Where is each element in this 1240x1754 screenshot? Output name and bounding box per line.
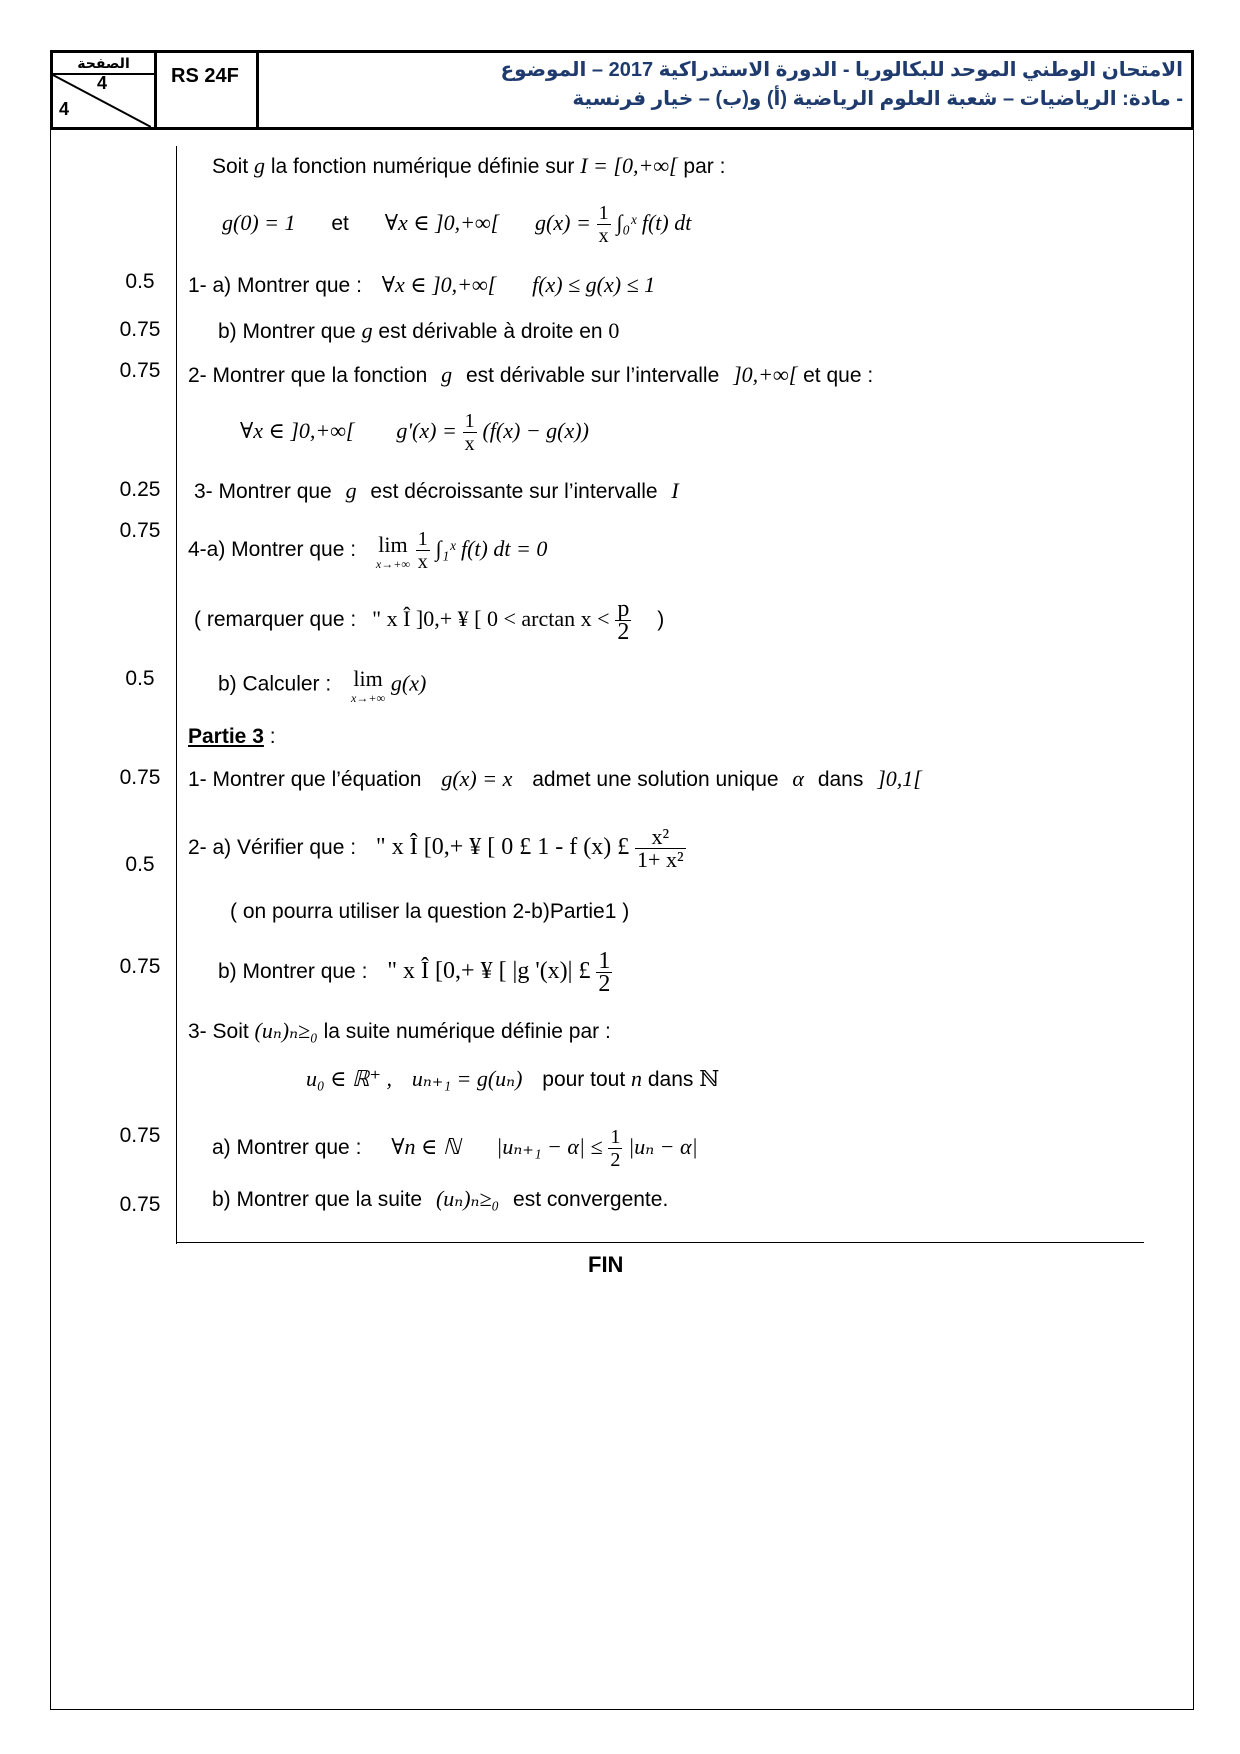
definition-line: g(0) = 1 et ∀x ∈ ]0,+∞[ g(x) = $\frac{1}{x}$ ∫₀ˣ f(t) dt — [222, 202, 692, 247]
question-2-formula: ∀x ∈ ]0,+∞[ g'(x) = $\frac{1}{x}$ (f(x) − g(x)) — [240, 410, 589, 455]
content-bottom-rule — [176, 1242, 1144, 1243]
part3-question-3b: b) Montrer que la suite (uₙ)ₙ≥₀ est convergente. — [212, 1186, 669, 1211]
end-marker: FIN — [588, 1252, 624, 1277]
title-line-1: الامتحان الوطني الموحد للبكالوريا - الدورة الاستدراكية 2017 – الموضوع — [500, 59, 1183, 81]
part3-question-2a-hint: ( on pourra utiliser la question 2-b)Partie1 ) — [230, 900, 630, 923]
part3-question-1: 1- Montrer que l’équation g(x) = x admet une solution unique α dans ]0,1[ — [188, 766, 922, 791]
question-4a: 4-a) Montrer que : lim x→+∞ $\frac{1}{x}$ ∫₁ˣ f(t) dt = 0 — [188, 528, 548, 573]
question-1a: 1- a) Montrer que : ∀x ∈ ]0,+∞[ f(x) ≤ g(x) ≤ 1 — [188, 272, 656, 297]
exam-code: RS 24F — [163, 53, 259, 127]
points-p3q2a: 0.5 — [125, 853, 155, 876]
points-q4b: 0.5 — [125, 667, 155, 690]
points-p3q3b: 0.75 — [119, 1193, 161, 1216]
points-q4a: 0.75 — [119, 519, 161, 542]
question-4a-hint: ( remarquer que : " x Î ]0,+ ¥ [ 0 < arctan x < $\frac{p}{2}$ ) — [194, 596, 665, 645]
part3-question-3: 3- Soit (uₙ)ₙ≥₀ la suite numérique définie par : — [188, 1018, 611, 1043]
intro-line: Soit g la fonction numérique définie sur I = [0,+∞[ par : — [212, 153, 726, 178]
title-line-2: - مادة: الرياضيات – شعبة العلوم الرياضية (أ) و(ب) – خيار فرنسية — [572, 88, 1183, 110]
page-number-box — [53, 53, 157, 127]
question-4b: b) Calculer : lim x→+∞ g(x) — [218, 666, 427, 705]
question-1b: b) Montrer que g est dérivable à droite en 0 — [218, 318, 620, 343]
exam-header — [50, 50, 1194, 130]
points-q1b: 0.75 — [119, 318, 161, 341]
part3-question-2b: b) Montrer que : " x Î [0,+ ¥ [ |g '(x)| £ $\frac{1}{2}$ — [218, 948, 611, 997]
part3-sequence-definition: u₀ ∈ ℝ⁺ , uₙ₊₁ = g(uₙ) pour tout n dans ℕ — [306, 1066, 720, 1091]
page-current: 4 — [97, 73, 108, 93]
points-p3q2b: 0.75 — [119, 955, 161, 978]
part3-question-3a: a) Montrer que : ∀n ∈ ℕ |uₙ₊₁ − α| ≤ $\frac{1}{2}$ |uₙ − α| — [212, 1126, 698, 1171]
part3-question-2a: 2- a) Vérifier que : " x Î [0,+ ¥ [ 0 £ 1 - f (x) £ $\frac{\text{x²}}{\text{1+ x²}}$ — [188, 824, 684, 872]
points-p3q1: 0.75 — [119, 766, 161, 789]
exam-title — [265, 53, 1183, 127]
points-p3q3a: 0.75 — [119, 1124, 161, 1147]
question-2: 2- Montrer que la fonction g est dérivable sur l’intervalle ]0,+∞[ et que : — [188, 362, 874, 387]
part3-heading: Partie 3 : — [188, 725, 276, 748]
points-q3: 0.25 — [119, 478, 161, 501]
page-frame — [50, 50, 1194, 1710]
page-label: الصفحة — [53, 53, 154, 75]
page-total: 4 — [59, 99, 70, 119]
question-3: 3- Montrer que g est décroissante sur l’intervalle I — [194, 478, 679, 503]
points-q1a: 0.5 — [125, 270, 155, 293]
points-q2: 0.75 — [119, 359, 161, 382]
margin-divider — [176, 146, 177, 1244]
